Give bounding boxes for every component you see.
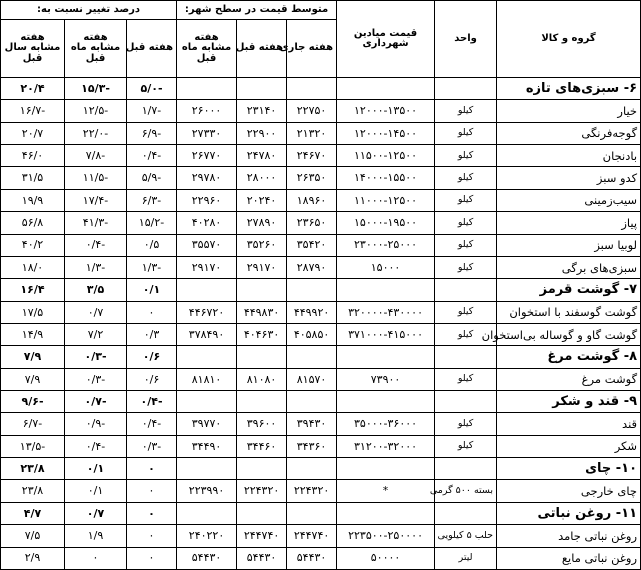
cell-last-week: ۲۲۴۳۲۰: [237, 480, 287, 502]
header-same-month-week: هفته مشابه ماه قبل: [177, 20, 237, 78]
cell-current-week: [287, 346, 337, 368]
cell-chg-same-month: -۱/۳: [65, 256, 127, 278]
cell-unit: کیلو: [435, 413, 497, 435]
cell-chg-same-year: ۲۳/۸: [1, 458, 65, 480]
cell-same-month: ۸۱۸۱۰: [177, 368, 237, 390]
cell-unit: کیلو: [435, 368, 497, 390]
cell-chg-same-year: ۷/۹: [1, 368, 65, 390]
header-chg-same-year: هفته مشابه سال قبل: [1, 20, 65, 78]
cell-chg-same-year: ۱۷/۵: [1, 301, 65, 323]
cell-last-week: ۲۹۱۷۰: [237, 256, 287, 278]
cell-unit: کیلو: [435, 234, 497, 256]
cell-chg-same-year: ۱۸/۰: [1, 256, 65, 278]
cell-unit: کیلو: [435, 167, 497, 189]
cell-current-week: ۳۵۴۲۰: [287, 234, 337, 256]
cell-unit: [435, 391, 497, 413]
cell-field-price: [337, 346, 435, 368]
cell-field-price: ۱۱۵۰۰-۱۲۵۰۰: [337, 145, 435, 167]
cell-same-month: ۲۴۰۲۲۰: [177, 525, 237, 547]
cell-name: شکر: [497, 435, 641, 457]
cell-last-week: ۲۴۷۸۰: [237, 145, 287, 167]
header-chg-same-month: هفته مشابه ماه قبل: [65, 20, 127, 78]
cell-last-week: ۲۷۸۹۰: [237, 212, 287, 234]
cell-field-price: [337, 458, 435, 480]
cell-last-week: ۸۱۰۸۰: [237, 368, 287, 390]
cell-chg-last-week: ۰: [127, 547, 177, 569]
cell-field-price: ۱۵۰۰۰: [337, 256, 435, 278]
cell-name: گوجه‌فرنگی: [497, 122, 641, 144]
cell-chg-last-week: ۰: [127, 458, 177, 480]
cell-chg-last-week: ۰: [127, 301, 177, 323]
cell-current-week: ۳۴۳۶۰: [287, 435, 337, 457]
cell-same-month: [177, 346, 237, 368]
cell-same-month: ۲۷۳۳۰: [177, 122, 237, 144]
cell-name: ۷- گوشت قرمز: [497, 279, 641, 301]
cell-current-week: ۲۳۶۵۰: [287, 212, 337, 234]
cell-chg-same-month: ۰: [65, 547, 127, 569]
table-row: [1, 547, 641, 569]
cell-current-week: [287, 502, 337, 524]
cell-chg-last-week: ۰/۶: [127, 368, 177, 390]
cell-last-week: [237, 346, 287, 368]
cell-chg-same-year: ۴۶/۰: [1, 145, 65, 167]
header-change-percent: درصد تغییر نسبت به:: [1, 1, 177, 20]
cell-unit: بسته ۵۰۰ گرمی: [435, 480, 497, 502]
cell-chg-same-month: -۰/۹: [65, 413, 127, 435]
cell-current-week: ۵۴۴۳۰: [287, 547, 337, 569]
cell-chg-last-week: -۱/۷: [127, 100, 177, 122]
cell-chg-last-week: ۰: [127, 525, 177, 547]
cell-name: کدو سبز: [497, 167, 641, 189]
cell-field-price: ۱۲۰۰۰-۱۴۵۰۰: [337, 122, 435, 144]
cell-same-month: ۳۵۵۷۰: [177, 234, 237, 256]
cell-chg-same-month: -۲۲/۰: [65, 122, 127, 144]
cell-chg-same-year: -۱۶/۷: [1, 100, 65, 122]
cell-chg-same-year: ۴/۷: [1, 502, 65, 524]
cell-current-week: ۲۶۳۵۰: [287, 167, 337, 189]
cell-field-price: [337, 78, 435, 100]
cell-same-month: [177, 279, 237, 301]
table-row: [1, 189, 641, 211]
cell-last-week: [237, 458, 287, 480]
cell-name: ۶- سبزی‌های تازه: [497, 78, 641, 100]
cell-last-week: [237, 502, 287, 524]
cell-unit: کیلو: [435, 256, 497, 278]
cell-chg-same-year: ۴۰/۲: [1, 234, 65, 256]
cell-field-price: ۳۵۰۰۰-۳۶۰۰۰: [337, 413, 435, 435]
cell-unit: کیلو: [435, 301, 497, 323]
table-row: [1, 234, 641, 256]
cell-chg-last-week: -۰/۳: [127, 435, 177, 457]
cell-unit: [435, 279, 497, 301]
cell-chg-same-month: -۱۲/۵: [65, 100, 127, 122]
cell-chg-same-month: -۰/۴: [65, 435, 127, 457]
cell-unit: کیلو: [435, 435, 497, 457]
table-row: [1, 100, 641, 122]
cell-chg-last-week: -۱/۳: [127, 256, 177, 278]
cell-name: چای خارجی: [497, 480, 641, 502]
cell-chg-same-year: ۲۰/۴: [1, 78, 65, 100]
cell-name: گوشت گوسفند با استخوان: [497, 301, 641, 323]
cell-current-week: ۳۹۴۳۰: [287, 413, 337, 435]
cell-chg-same-year: ۲۰/۷: [1, 122, 65, 144]
cell-chg-last-week: -۰/۴: [127, 145, 177, 167]
cell-last-week: [237, 78, 287, 100]
table-row: [1, 122, 641, 144]
cell-chg-last-week: ۰/۳: [127, 323, 177, 345]
cell-same-month: ۴۰۲۸۰: [177, 212, 237, 234]
cell-current-week: [287, 78, 337, 100]
cell-chg-same-year: ۲۳/۸: [1, 480, 65, 502]
cell-unit: [435, 502, 497, 524]
cell-last-week: ۴۰۴۶۳۰: [237, 323, 287, 345]
cell-name: قند: [497, 413, 641, 435]
cell-chg-same-month: -۰/۳: [65, 368, 127, 390]
cell-field-price: ۳۱۲۰۰-۳۲۰۰۰: [337, 435, 435, 457]
cell-name: لوبیا سبز: [497, 234, 641, 256]
cell-unit: [435, 346, 497, 368]
cell-field-price: ۲۲۳۵۰۰-۲۵۰۰۰۰: [337, 525, 435, 547]
cell-current-week: [287, 391, 337, 413]
cell-last-week: ۴۴۹۸۳۰: [237, 301, 287, 323]
table-row: [1, 145, 641, 167]
cell-chg-last-week: ۰: [127, 502, 177, 524]
cell-same-month: ۳۹۷۷۰: [177, 413, 237, 435]
cell-chg-same-year: ۷/۹: [1, 346, 65, 368]
cell-same-month: ۲۶۰۰۰: [177, 100, 237, 122]
cell-name: سبزی‌های برگی: [497, 256, 641, 278]
cell-chg-same-month: -۰/۷: [65, 391, 127, 413]
category-row: [1, 391, 641, 413]
cell-name: سیب‌زمینی: [497, 189, 641, 211]
cell-chg-last-week: ۰: [127, 480, 177, 502]
cell-chg-last-week: -۰/۴: [127, 391, 177, 413]
cell-unit: [435, 78, 497, 100]
cell-current-week: [287, 279, 337, 301]
category-row: [1, 78, 641, 100]
header-unit: واحد: [435, 1, 497, 78]
cell-chg-last-week: -۶/۹: [127, 122, 177, 144]
cell-current-week: ۲۲۷۵۰: [287, 100, 337, 122]
cell-unit: کیلو: [435, 189, 497, 211]
cell-chg-same-month: ۳/۵: [65, 279, 127, 301]
cell-last-week: ۲۴۴۷۴۰: [237, 525, 287, 547]
cell-chg-last-week: ۰/۵: [127, 234, 177, 256]
cell-last-week: ۲۲۹۰۰: [237, 122, 287, 144]
table-row: [1, 256, 641, 278]
cell-field-price: [337, 279, 435, 301]
cell-current-week: ۲۲۴۳۲۰: [287, 480, 337, 502]
cell-unit: کیلو: [435, 122, 497, 144]
cell-name: بادنجان: [497, 145, 641, 167]
cell-field-price: ۵۰۰۰۰: [337, 547, 435, 569]
cell-chg-last-week: -۱۵/۲: [127, 212, 177, 234]
cell-unit: کیلو: [435, 323, 497, 345]
cell-same-month: ۴۴۶۷۲۰: [177, 301, 237, 323]
table-row: [1, 413, 641, 435]
cell-name: روغن نباتی جامد: [497, 525, 641, 547]
category-row: [1, 502, 641, 524]
header-current-week: هفته جاری: [287, 20, 337, 78]
cell-current-week: [287, 458, 337, 480]
cell-field-price: ۲۳۰۰۰-۲۵۰۰۰: [337, 234, 435, 256]
cell-last-week: ۳۵۲۶۰: [237, 234, 287, 256]
cell-chg-same-month: ۰/۱: [65, 480, 127, 502]
table-row: [1, 323, 641, 345]
cell-chg-same-year: ۱۶/۴: [1, 279, 65, 301]
cell-last-week: [237, 279, 287, 301]
cell-chg-last-week: -۰/۴: [127, 413, 177, 435]
cell-same-month: ۲۹۱۷۰: [177, 256, 237, 278]
category-row: [1, 458, 641, 480]
table-row: [1, 480, 641, 502]
cell-same-month: ۲۲۳۹۹۰: [177, 480, 237, 502]
table-row: [1, 167, 641, 189]
cell-chg-same-month: ۰/۷: [65, 502, 127, 524]
cell-unit: حلب ۵ کیلویی: [435, 525, 497, 547]
cell-chg-same-year: -۹/۶: [1, 391, 65, 413]
cell-same-month: ۲۶۷۷۰: [177, 145, 237, 167]
cell-current-week: ۱۸۹۶۰: [287, 189, 337, 211]
cell-chg-same-month: ۷/۲: [65, 323, 127, 345]
table-row: [1, 212, 641, 234]
cell-chg-same-month: -۰/۴: [65, 234, 127, 256]
cell-unit: کیلو: [435, 100, 497, 122]
cell-chg-same-month: -۰/۳: [65, 346, 127, 368]
cell-chg-same-month: ۱/۹: [65, 525, 127, 547]
table-body: [1, 78, 641, 570]
cell-chg-same-year: ۳۱/۵: [1, 167, 65, 189]
cell-field-price: ۷۳۹۰۰: [337, 368, 435, 390]
cell-chg-same-year: ۷/۵: [1, 525, 65, 547]
cell-field-price: *: [337, 480, 435, 502]
cell-same-month: [177, 502, 237, 524]
cell-unit: کیلو: [435, 212, 497, 234]
header-group: گروه و کالا: [497, 1, 641, 78]
cell-last-week: ۳۴۴۶۰: [237, 435, 287, 457]
cell-chg-same-month: -۱۷/۴: [65, 189, 127, 211]
cell-field-price: ۳۷۱۰۰۰-۴۱۵۰۰۰: [337, 323, 435, 345]
cell-field-price: ۱۴۰۰۰-۱۵۵۰۰: [337, 167, 435, 189]
cell-last-week: ۵۴۴۳۰: [237, 547, 287, 569]
cell-unit: کیلو: [435, 145, 497, 167]
cell-current-week: ۲۸۷۹۰: [287, 256, 337, 278]
cell-field-price: [337, 391, 435, 413]
cell-last-week: [237, 391, 287, 413]
cell-name: روغن نباتی مایع: [497, 547, 641, 569]
cell-same-month: ۳۴۴۹۰: [177, 435, 237, 457]
cell-field-price: ۳۲۰۰۰۰-۴۳۰۰۰۰: [337, 301, 435, 323]
header-chg-last-week: هفته قبل: [127, 20, 177, 78]
cell-current-week: ۸۱۵۷۰: [287, 368, 337, 390]
cell-name: خیار: [497, 100, 641, 122]
cell-name: ۱۱- روغن نباتی: [497, 502, 641, 524]
table-row: [1, 435, 641, 457]
cell-chg-same-month: -۷/۸: [65, 145, 127, 167]
cell-same-month: ۲۲۹۶۰: [177, 189, 237, 211]
table-row: [1, 525, 641, 547]
category-row: [1, 279, 641, 301]
cell-field-price: ۱۲۰۰۰-۱۳۵۰۰: [337, 100, 435, 122]
cell-unit: لیتر: [435, 547, 497, 569]
cell-field-price: ۱۱۰۰۰-۱۲۵۰۰: [337, 189, 435, 211]
cell-chg-same-month: -۱۵/۳: [65, 78, 127, 100]
cell-field-price: ۱۵۰۰۰-۱۹۵۰۰: [337, 212, 435, 234]
cell-same-month: [177, 391, 237, 413]
cell-chg-same-year: ۵۶/۸: [1, 212, 65, 234]
cell-name: ۸- گوشت مرغ: [497, 346, 641, 368]
header-avg-city-price: متوسط قیمت در سطح شهر:: [177, 1, 337, 20]
table-row: [1, 368, 641, 390]
cell-chg-same-year: ۲/۹: [1, 547, 65, 569]
cell-same-month: ۲۹۷۸۰: [177, 167, 237, 189]
category-row: [1, 346, 641, 368]
header-last-week: هفته قبل: [237, 20, 287, 78]
cell-current-week: ۴۴۹۹۲۰: [287, 301, 337, 323]
cell-unit: [435, 458, 497, 480]
cell-last-week: ۲۸۰۰۰: [237, 167, 287, 189]
cell-chg-last-week: ۰/۶: [127, 346, 177, 368]
table-row: [1, 301, 641, 323]
cell-name: گوشت مرغ: [497, 368, 641, 390]
cell-chg-same-year: -۱۳/۵: [1, 435, 65, 457]
cell-chg-last-week: ۰/۱: [127, 279, 177, 301]
cell-field-price: [337, 502, 435, 524]
cell-last-week: ۲۰۲۴۰: [237, 189, 287, 211]
cell-chg-same-month: ۰/۱: [65, 458, 127, 480]
cell-chg-same-month: -۱۱/۵: [65, 167, 127, 189]
cell-chg-same-year: -۶/۷: [1, 413, 65, 435]
cell-chg-same-year: ۱۹/۹: [1, 189, 65, 211]
cell-current-week: ۲۴۶۷۰: [287, 145, 337, 167]
cell-chg-last-week: -۵/۹: [127, 167, 177, 189]
cell-current-week: ۴۰۵۸۵۰: [287, 323, 337, 345]
cell-same-month: [177, 458, 237, 480]
cell-same-month: ۵۴۴۳۰: [177, 547, 237, 569]
cell-current-week: ۲۴۴۷۴۰: [287, 525, 337, 547]
cell-same-month: ۳۷۸۴۹۰: [177, 323, 237, 345]
cell-name: ۱۰- چای: [497, 458, 641, 480]
cell-chg-same-year: ۱۴/۹: [1, 323, 65, 345]
cell-current-week: ۲۱۳۲۰: [287, 122, 337, 144]
cell-last-week: ۲۳۱۴۰: [237, 100, 287, 122]
cell-name: پیاز: [497, 212, 641, 234]
cell-name: گوشت گاو و گوساله بی‌استخوان: [497, 323, 641, 345]
cell-chg-last-week: -۶/۳: [127, 189, 177, 211]
cell-name: ۹- قند و شکر: [497, 391, 641, 413]
cell-chg-same-month: ۰/۷: [65, 301, 127, 323]
header-field-market-price: قیمت میادین شهرداری: [337, 1, 435, 78]
cell-chg-last-week: -۵/۰: [127, 78, 177, 100]
cell-chg-same-month: -۴۱/۳: [65, 212, 127, 234]
cell-same-month: [177, 78, 237, 100]
cell-last-week: ۳۹۶۰۰: [237, 413, 287, 435]
